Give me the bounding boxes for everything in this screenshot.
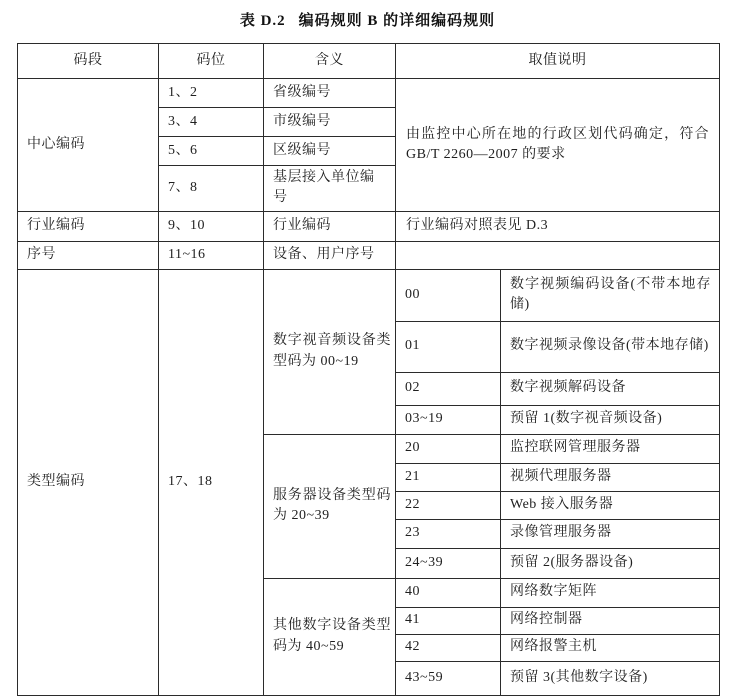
cell-meaning: 基层接入单位编号 <box>264 166 396 212</box>
cell-pos: 7、8 <box>159 166 264 212</box>
cell-desc: 网络报警主机 <box>501 634 720 661</box>
cell-desc: 录像管理服务器 <box>501 519 720 548</box>
table-caption <box>0 0 735 30</box>
cell-center-note <box>396 79 720 212</box>
cell-pos: 5、6 <box>159 137 264 166</box>
table-row <box>18 79 720 108</box>
cell-code: 20 <box>396 434 501 463</box>
cell-desc: 预留 1(数字视音频设备) <box>501 405 720 434</box>
coding-rules-table <box>17 43 720 696</box>
cell-pos: 3、4 <box>159 108 264 137</box>
cell-meaning: 设备、用户序号 <box>264 241 396 269</box>
cell-group-other-label: 其他数字设备类型码为 40~59 <box>264 578 396 695</box>
cell-desc: 数字视频编码设备(不带本地存储) <box>501 269 720 321</box>
cell-segment-type: 类型编码 <box>18 269 159 695</box>
cell-pos: 17、18 <box>159 269 264 695</box>
cell-segment-industry: 行业编码 <box>18 211 159 241</box>
cell-pos: 1、2 <box>159 79 264 108</box>
center-note-line1: 由监控中心所在地的行政区划代码确定，符合 <box>406 126 709 142</box>
cell-code: 00 <box>396 269 501 321</box>
cell-desc: 数字视频录像设备(带本地存储) <box>501 321 720 372</box>
cell-meaning: 省级编号 <box>264 79 396 108</box>
cell-code: 01 <box>396 321 501 372</box>
cell-meaning: 行业编码 <box>264 211 396 241</box>
cell-serial-note <box>396 241 720 269</box>
col-header-code-segment: 码段 <box>18 44 159 79</box>
cell-code: 40 <box>396 578 501 607</box>
cell-desc: 数字视频解码设备 <box>501 372 720 405</box>
cell-desc: 网络控制器 <box>501 607 720 634</box>
table-row <box>18 269 720 321</box>
cell-meaning: 市级编号 <box>264 108 396 137</box>
center-note-line2: GB/T 2260—2007 的要求 <box>406 146 566 162</box>
table-caption-label: 表 D.2 <box>239 13 286 29</box>
cell-desc: 预留 3(其他数字设备) <box>501 661 720 695</box>
col-header-code-position: 码位 <box>159 44 264 79</box>
cell-desc: 视频代理服务器 <box>501 463 720 491</box>
cell-desc: Web 接入服务器 <box>501 491 720 519</box>
cell-code: 23 <box>396 519 501 548</box>
cell-code: 03~19 <box>396 405 501 434</box>
header-row <box>18 44 720 79</box>
cell-code: 21 <box>396 463 501 491</box>
col-header-meaning: 含义 <box>264 44 396 79</box>
cell-code: 24~39 <box>396 548 501 578</box>
cell-segment-center: 中心编码 <box>18 79 159 212</box>
cell-group-audio-video-label: 数字视音频设备类型码为 00~19 <box>264 269 396 434</box>
cell-desc: 监控联网管理服务器 <box>501 434 720 463</box>
cell-pos: 11~16 <box>159 241 264 269</box>
table-caption-text: 编码规则 B 的详细编码规则 <box>298 13 496 29</box>
cell-pos: 9、10 <box>159 211 264 241</box>
cell-code: 43~59 <box>396 661 501 695</box>
cell-code: 42 <box>396 634 501 661</box>
cell-industry-note: 行业编码对照表见 D.3 <box>396 211 720 241</box>
cell-desc: 预留 2(服务器设备) <box>501 548 720 578</box>
cell-code: 22 <box>396 491 501 519</box>
table-row <box>18 211 720 241</box>
table-row <box>18 241 720 269</box>
cell-code: 41 <box>396 607 501 634</box>
col-header-value-description: 取值说明 <box>396 44 720 79</box>
cell-meaning: 区级编号 <box>264 137 396 166</box>
cell-segment-serial: 序号 <box>18 241 159 269</box>
cell-group-server-label: 服务器设备类型码为 20~39 <box>264 434 396 578</box>
cell-desc: 网络数字矩阵 <box>501 578 720 607</box>
cell-code: 02 <box>396 372 501 405</box>
